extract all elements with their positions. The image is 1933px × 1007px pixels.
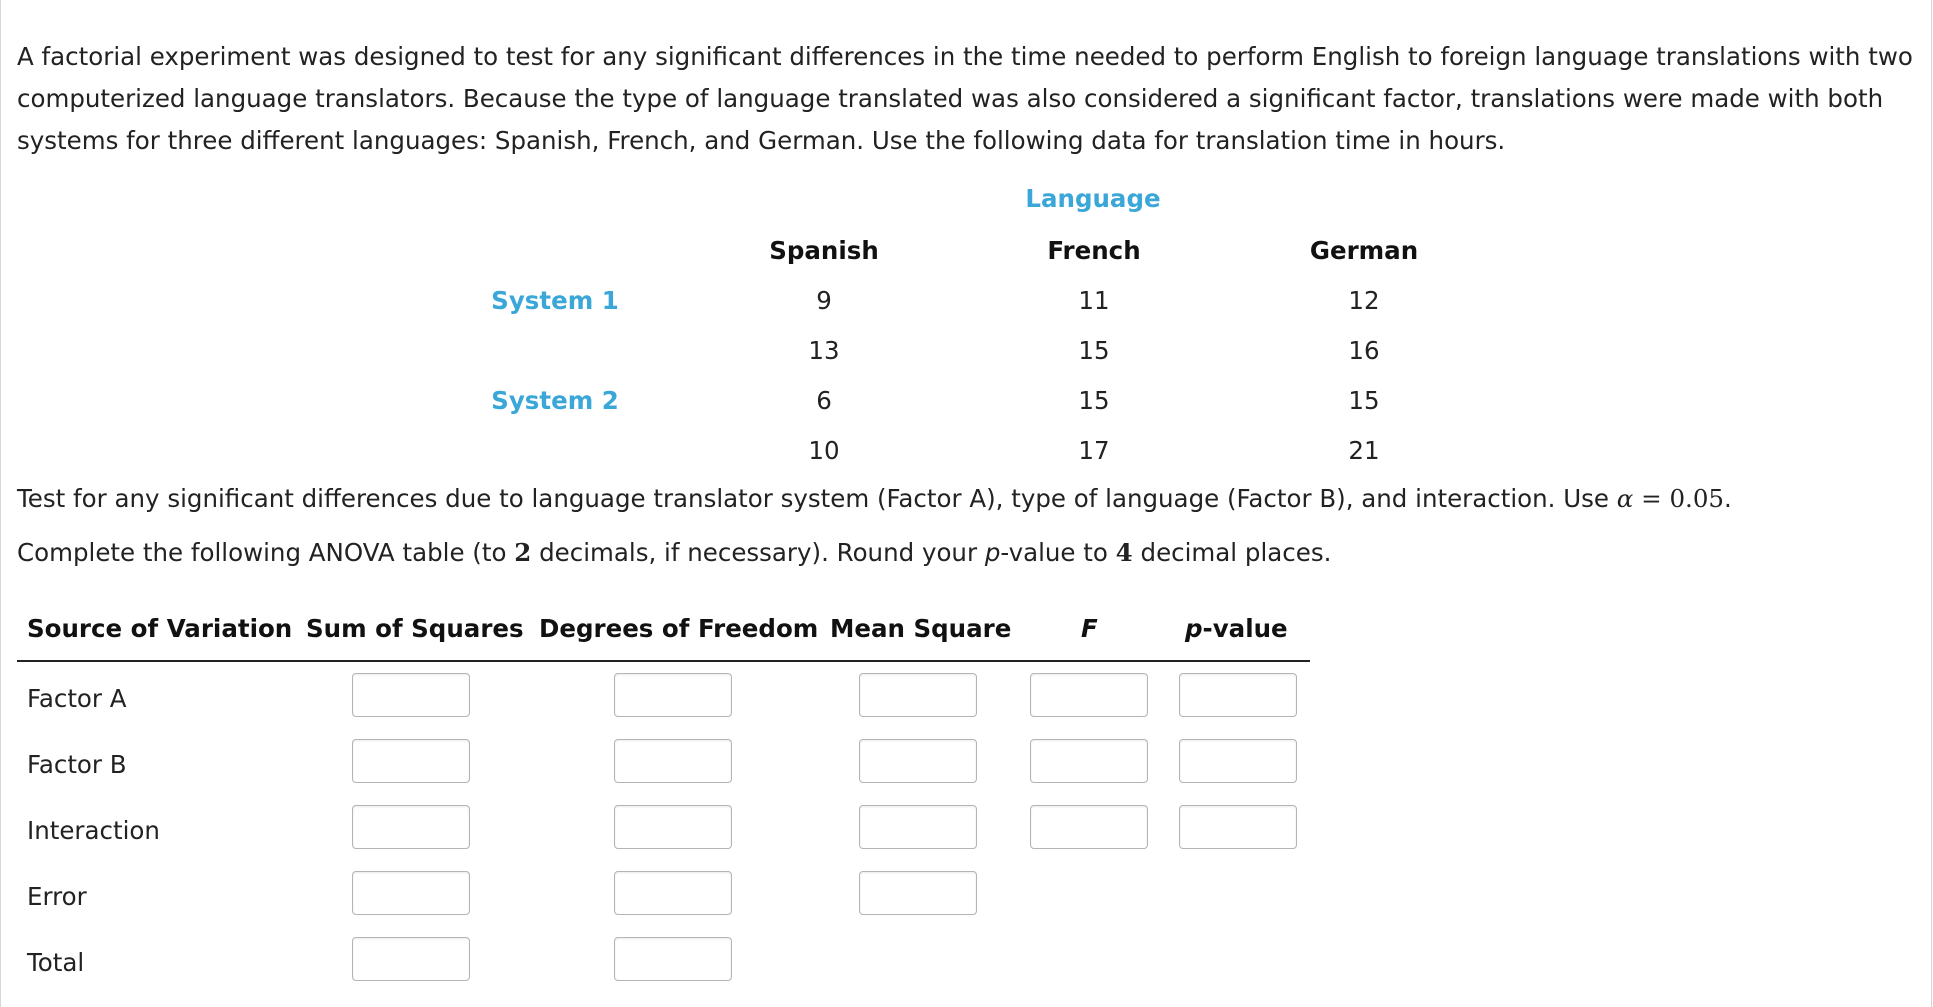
table-cell: 11	[1078, 286, 1110, 315]
anova-header-rule	[17, 660, 1310, 662]
table-cell: 6	[816, 386, 832, 415]
error-ss-input[interactable]	[352, 871, 470, 915]
equals-sign: =	[1633, 484, 1670, 513]
row-label-error: Error	[27, 882, 87, 911]
total-ss-input[interactable]	[352, 937, 470, 981]
header-f: F	[1081, 614, 1098, 643]
header-mean-square: Mean Square	[830, 614, 1012, 643]
table-cell: 21	[1348, 436, 1380, 465]
interaction-f-input[interactable]	[1030, 805, 1148, 849]
interaction-df-input[interactable]	[614, 805, 732, 849]
factor-b-ss-input[interactable]	[352, 739, 470, 783]
question-anova-instruction	[17, 538, 1331, 567]
question-test-text: Test for any significant differences due to language translator system (Factor A), type of language (Factor B), and interaction. Use	[17, 484, 1617, 513]
total-df-input[interactable]	[614, 937, 732, 981]
col-header-german: German	[1309, 236, 1419, 265]
alpha-symbol: α	[1616, 484, 1634, 513]
p-italic: p	[1185, 614, 1203, 643]
table-cell: 10	[808, 436, 840, 465]
table-cell: 15	[1078, 336, 1110, 365]
error-df-input[interactable]	[614, 871, 732, 915]
system-2-label: System 2	[491, 386, 619, 415]
table-cell: 15	[1348, 386, 1380, 415]
factor-a-df-input[interactable]	[614, 673, 732, 717]
interaction-ss-input[interactable]	[352, 805, 470, 849]
alpha-value: 0.05	[1669, 484, 1725, 513]
header-source-of-variation: Source of Variation	[27, 614, 293, 643]
p-italic: p	[984, 538, 1001, 567]
interaction-p-input[interactable]	[1179, 805, 1297, 849]
col-header-spanish: Spanish	[769, 236, 879, 265]
question-test-instruction	[17, 484, 1732, 513]
instruction-text: decimals, if necessary). Round your	[531, 538, 985, 567]
period: .	[1724, 484, 1732, 513]
instruction-text: decimal places.	[1132, 538, 1332, 567]
table-cell: 16	[1348, 336, 1380, 365]
row-label-total: Total	[27, 948, 85, 977]
instruction-text: -value to	[1000, 538, 1116, 567]
table-cell: 17	[1078, 436, 1110, 465]
header-p-value	[1185, 614, 1288, 643]
factor-b-df-input[interactable]	[614, 739, 732, 783]
places-count: 4	[1115, 538, 1133, 567]
row-label-factor-b: Factor B	[27, 750, 127, 779]
factor-b-f-input[interactable]	[1030, 739, 1148, 783]
col-header-french: French	[1047, 236, 1141, 265]
row-label-interaction: Interaction	[27, 816, 160, 845]
header-degrees-of-freedom: Degrees of Freedom	[539, 614, 819, 643]
decimals-count: 2	[514, 538, 532, 567]
row-label-factor-a: Factor A	[27, 684, 127, 713]
factor-b-p-input[interactable]	[1179, 739, 1297, 783]
factor-a-ms-input[interactable]	[859, 673, 977, 717]
table-cell: 13	[808, 336, 840, 365]
instruction-text: Complete the following ANOVA table (to	[17, 538, 515, 567]
system-1-label: System 1	[491, 286, 619, 315]
header-sum-of-squares: Sum of Squares	[306, 614, 524, 643]
language-header: Language	[1025, 184, 1161, 213]
factor-b-ms-input[interactable]	[859, 739, 977, 783]
problem-intro: A factorial experiment was designed to test for any significant differences in the time needed to perform English to foreign language translations with two computerized language translators. Because the type of language translated was also considered a significant factor, translations were made with both systems for three different languages: Spanish, French, and German. Use the following data for translation time in hours.	[17, 42, 1913, 155]
factor-a-p-input[interactable]	[1179, 673, 1297, 717]
error-ms-input[interactable]	[859, 871, 977, 915]
p-value-rest: -value	[1202, 614, 1288, 643]
table-cell: 12	[1348, 286, 1380, 315]
table-cell: 15	[1078, 386, 1110, 415]
table-cell: 9	[816, 286, 832, 315]
interaction-ms-input[interactable]	[859, 805, 977, 849]
factor-a-ss-input[interactable]	[352, 673, 470, 717]
factor-a-f-input[interactable]	[1030, 673, 1148, 717]
